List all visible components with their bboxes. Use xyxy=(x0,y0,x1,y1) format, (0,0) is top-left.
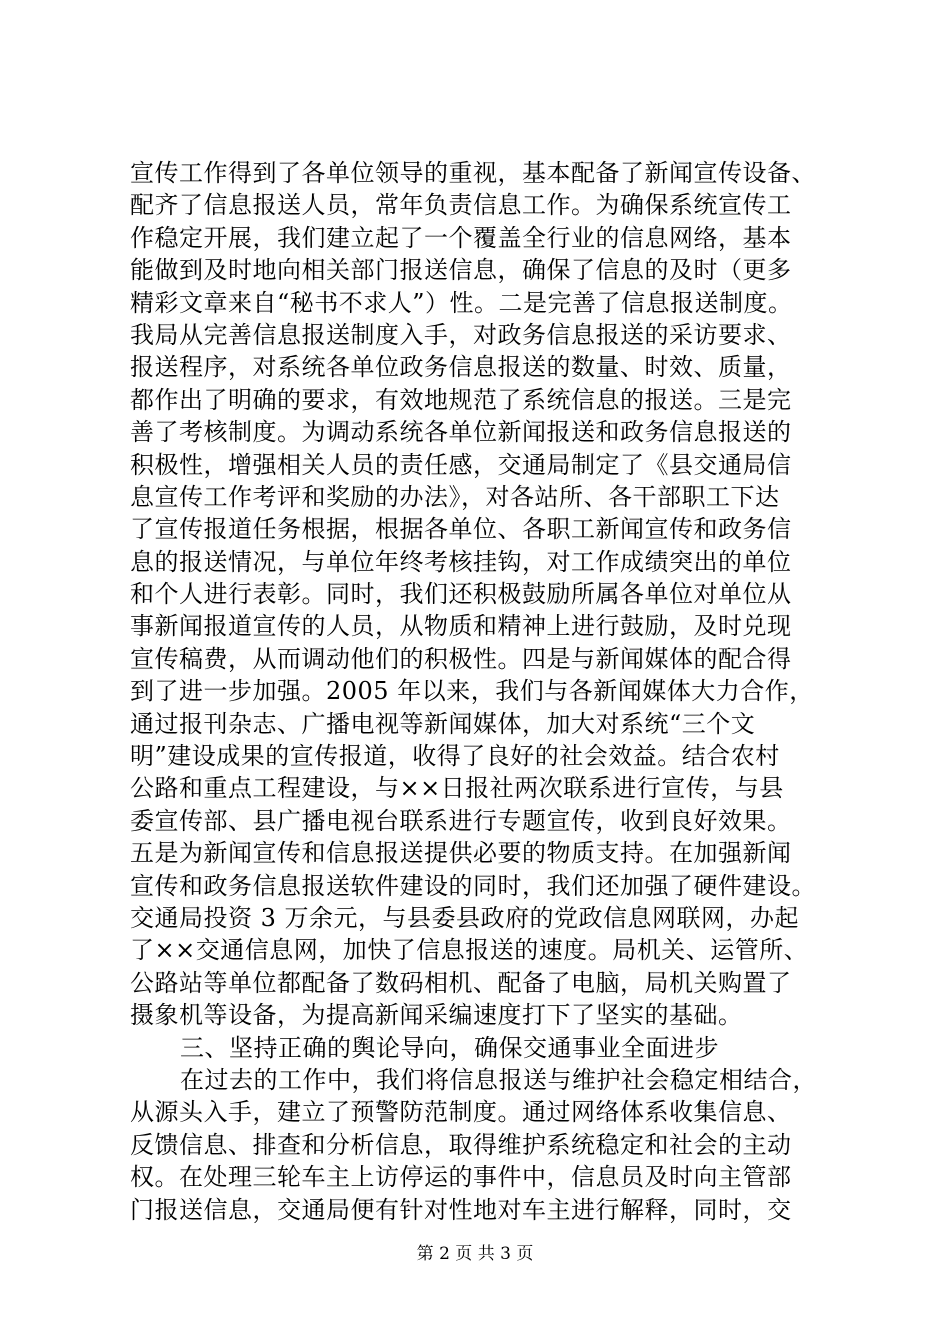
text-line: 宣传工作得到了各单位领导的重视，基本配备了新闻宣传设备、 xyxy=(130,159,816,187)
text-line: 作稳定开展，我们建立起了一个覆盖全行业的信息网络，基本 xyxy=(130,223,792,252)
text-line: 权。在处理三轮车主上访停运的事件中，信息员及时向主管部 xyxy=(130,1163,792,1192)
text-line: 明”建设成果的宣传报道，收得了良好的社会效益。结合农村 xyxy=(130,742,780,771)
text-line: 宣传稿费，从而调动他们的积极性。四是与新闻媒体的配合得 xyxy=(130,644,792,673)
text-line: 了××交通信息网，加快了信息报送的速度。局机关、运管所、 xyxy=(130,936,809,965)
text-line: 报送程序，对系统各单位政务信息报送的数量、时效、质量， xyxy=(130,353,792,382)
text-line: 和个人进行表彰。同时，我们还积极鼓励所属各单位对单位从 xyxy=(130,580,792,609)
text-line: 从源头入手，建立了预警防范制度。通过网络体系收集信息、 xyxy=(130,1098,792,1127)
text-line: 息的报送情况，与单位年终考核挂钩，对工作成绩突出的单位 xyxy=(130,547,792,576)
paragraph-first-line: 在过去的工作中，我们将信息报送与维护社会稳定相结合， xyxy=(180,1065,817,1094)
text-line: 委宣传部、县广播电视台联系进行专题宣传，收到良好效果。 xyxy=(130,806,792,835)
text-line: 能做到及时地向相关部门报送信息，确保了信息的及时（更多 xyxy=(130,256,792,285)
text-line: 通过报刊杂志、广播电视等新闻媒体，加大对系统“三个文 xyxy=(130,709,756,738)
body-text xyxy=(130,157,850,1226)
text-line: 公路站等单位都配备了数码相机、配备了电脑，局机关购置了 xyxy=(130,968,792,997)
text-line: 息宣传工作考评和奖励的办法》，对各站所、各干部职工下达 xyxy=(130,482,780,511)
text-line: 公路和重点工程建设，与××日报社两次联系进行宣传，与县 xyxy=(130,774,784,803)
page-number-label: 第 2 页 共 3 页 xyxy=(416,1244,534,1264)
text-line: 配齐了信息报送人员，常年负责信息工作。为确保系统宣传工 xyxy=(130,191,792,220)
text-line: 我局从完善信息报送制度入手，对政务信息报送的采访要求、 xyxy=(130,320,792,349)
section-heading: 三、坚持正确的舆论导向，确保交通事业全面进步 xyxy=(180,1033,719,1062)
text-line: 都作出了明确的要求，有效地规范了系统信息的报送。三是完 xyxy=(130,385,792,414)
text-line: 摄象机等设备，为提高新闻采编速度打下了坚实的基础。 xyxy=(130,1001,743,1030)
text-line: 五是为新闻宣传和信息报送提供必要的物质支持。在加强新闻 xyxy=(130,839,792,868)
text-line: 交通局投资 3 万余元，与县委县政府的党政信息网联网，办起 xyxy=(130,903,800,932)
text-line: 善了考核制度。为调动系统各单位新闻报送和政务信息报送的 xyxy=(130,418,792,447)
text-line: 门报送信息，交通局便有针对性地对车主进行解释，同时，交 xyxy=(130,1195,792,1224)
text-line: 宣传和政务信息报送软件建设的同时，我们还加强了硬件建设。 xyxy=(130,871,816,900)
text-line: 反馈信息、排查和分析信息，取得维护系统稳定和社会的主动 xyxy=(130,1130,792,1159)
text-line: 事新闻报道宣传的人员，从物质和精神上进行鼓励，及时兑现 xyxy=(130,612,792,641)
text-line: 积极性，增强相关人员的责任感，交通局制定了《县交通局信 xyxy=(130,450,792,479)
text-line: 精彩文章来自“秘书不求人”）性。二是完善了信息报送制度。 xyxy=(130,288,793,317)
text-line: 了宣传报道任务根据，根据各单位、各职工新闻宣传和政务信 xyxy=(130,515,792,544)
page-footer xyxy=(0,1242,950,1266)
text-line: 到了进一步加强。2005 年以来，我们与各新闻媒体大力合作， xyxy=(130,677,814,706)
